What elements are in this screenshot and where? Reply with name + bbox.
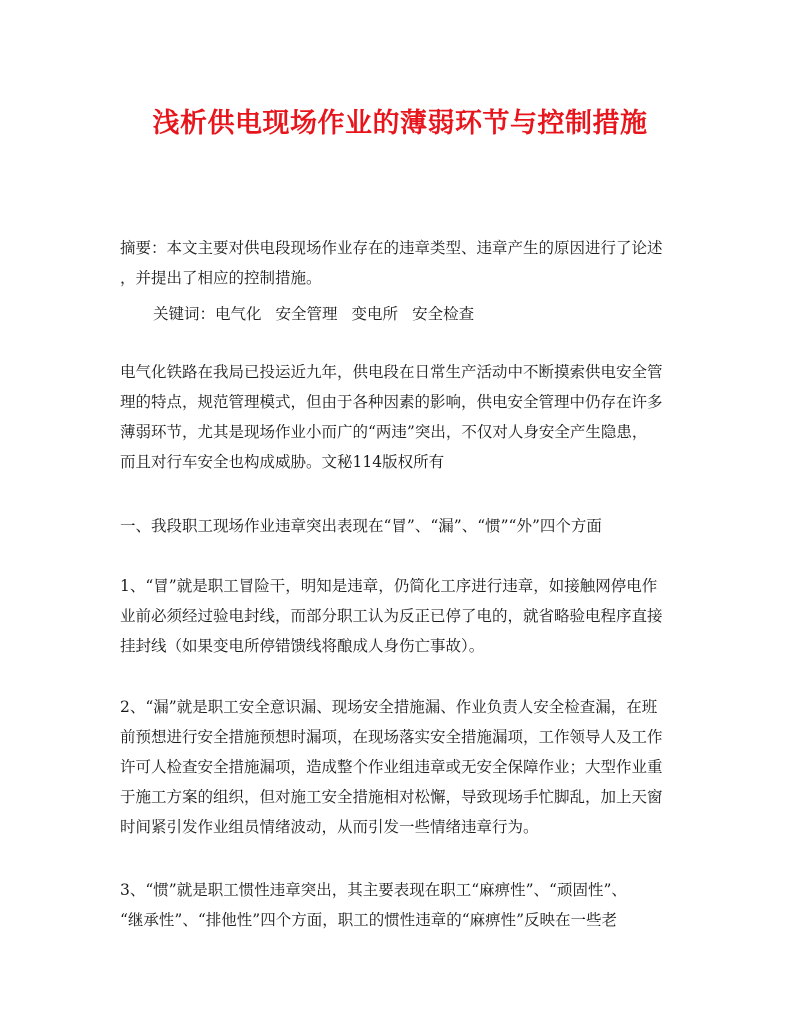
intro-line: 而且对行车安全也构成威胁。文秘114版权所有 <box>120 453 445 471</box>
item-2-line: 于施工方案的组织，但对施工安全措施相对松懈，导致现场手忙脚乱，加上天窗 <box>120 788 663 806</box>
item-2-paragraph <box>120 692 686 842</box>
intro-line: 理的特点，规范管理模式，但由于各种因素的影响，供电安全管理中仍存在许多 <box>120 393 663 411</box>
intro-line: 薄弱环节，尤其是现场作业小而广的“两违”突出，不仅对人身安全产生隐患， <box>120 423 648 441</box>
document-title: 浅析供电现场作业的薄弱环节与控制措施 <box>152 108 648 139</box>
item-3-line: 3、“惯”就是职工惯性违章突出，其主要表现在职工“麻痹性”、“顽固性”、 <box>120 881 627 899</box>
keyword-item: 变电所 <box>351 305 399 323</box>
item-3-paragraph <box>120 875 686 935</box>
item-2-line: 前预想进行安全措施预想时漏项，在现场落实安全措施漏项，工作领导人及工作 <box>120 728 663 746</box>
abstract-paragraph <box>120 233 686 293</box>
item-2-line: 时间紧引发作业组员情绪波动，从而引发一些情绪违章行为。 <box>120 818 539 836</box>
item-3-line: “继承性”、“排他性”四个方面，职工的惯性违章的“麻痹性”反映在一些老 <box>120 911 618 929</box>
keywords-line <box>153 299 474 329</box>
section-heading <box>120 511 686 541</box>
intro-paragraph <box>120 357 686 477</box>
keyword-item: 安全管理 <box>275 305 338 323</box>
item-1-line: 1、“冒”就是职工冒险干，明知是违章，仍简化工序进行违章，如接触网停电作 <box>120 577 658 595</box>
keywords-label: 关键词： <box>153 305 216 323</box>
item-1-line: 业前必须经过验电封线，而部分职工认为反正已停了电的，就省略验电程序直接 <box>120 607 663 625</box>
keyword-item: 电气化 <box>215 305 262 323</box>
abstract-line: ，并提出了相应的控制措施。 <box>120 269 322 287</box>
item-2-line: 许可人检查安全措施漏项，造成整个作业组违章或无安全保障作业；大型作业重 <box>120 758 663 776</box>
item-1-line: 挂封线（如果变电所停错馈线将酿成人身伤亡事故）。 <box>120 637 485 655</box>
item-2-line: 2、“漏”就是职工安全意识漏、现场安全措施漏、作业负责人安全检查漏，在班 <box>120 698 658 716</box>
keyword-item: 安全检查 <box>412 305 475 323</box>
item-1-paragraph <box>120 571 686 661</box>
intro-line: 电气化铁路在我局已投运近九年，供电段在日常生产活动中不断摸索供电安全管 <box>120 363 663 381</box>
abstract-line: 摘要：本文主要对供电段现场作业存在的违章类型、违章产生的原因进行了论述 <box>120 239 663 257</box>
section-heading-line: 一、我段职工现场作业违章突出表现在“冒”、“漏”、“惯”“外”四个方面 <box>120 517 602 535</box>
